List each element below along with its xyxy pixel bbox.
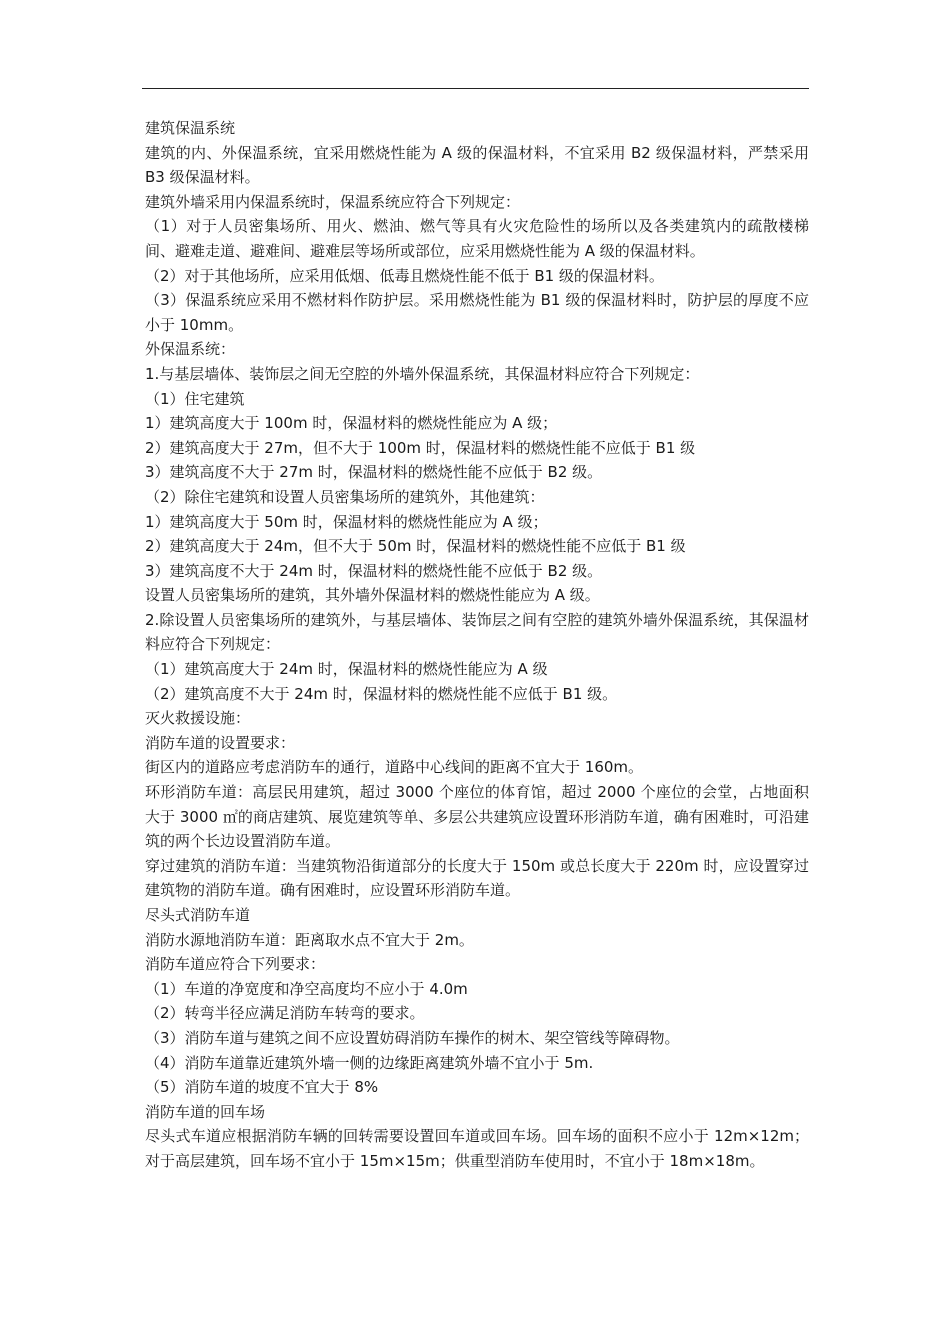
paragraph: 环形消防车道：高层民用建筑，超过 3000 个座位的体育馆，超过 2000 个座位的会堂，占地面积大于 3000 ㎡的商店建筑、展览建筑等单、多层公共建筑应设置环形消防车道，确有困难时，可沿建筑的两个长边设置消防车道。 bbox=[145, 783, 809, 851]
list-item: 2）建筑高度大于 27m，但不大于 100m 时，保温材料的燃烧性能不应低于 B1 级 bbox=[145, 438, 696, 457]
list-item: （1）车道的净宽度和净空高度均不应小于 4.0m bbox=[145, 979, 468, 998]
list-item: 2）建筑高度大于 24m，但不大于 50m 时，保温材料的燃烧性能不应低于 B1 级 bbox=[145, 537, 686, 556]
list-item: （3）保温系统应采用不燃材料作防护层。采用燃烧性能为 B1 级的保温材料时，防护层的厚度不应小于 10mm。 bbox=[145, 291, 809, 334]
paragraph: 消防水源地消防车道：距离取水点不宜大于 2m。 bbox=[145, 930, 474, 949]
list-item: （4）消防车道靠近建筑外墙一侧的边缘距离建筑外墙不宜小于 5m. bbox=[145, 1053, 594, 1072]
list-item: 1）建筑高度大于 100m 时，保温材料的燃烧性能应为 A 级； bbox=[145, 414, 558, 433]
section-heading: 尽头式消防车道 bbox=[145, 906, 251, 924]
list-item: 3）建筑高度不大于 27m 时，保温材料的燃烧性能不应低于 B2 级。 bbox=[145, 463, 603, 482]
section-heading: 消防车道的回车场 bbox=[145, 1102, 266, 1121]
list-item: 1）建筑高度大于 50m 时，保温材料的燃烧性能应为 A 级； bbox=[145, 512, 548, 531]
paragraph: 穿过建筑的消防车道：当建筑物沿街道部分的长度大于 150m 或总长度大于 220m 时，应设置穿过建筑物的消防车道。确有困难时，应设置环形消防车道。 bbox=[145, 856, 809, 900]
list-item: （2）对于其他场所，应采用低烟、低毒且燃烧性能不低于 B1 级的保温材料。 bbox=[145, 266, 664, 285]
list-item: 3）建筑高度不大于 24m 时，保温材料的燃烧性能不应低于 B2 级。 bbox=[145, 561, 603, 580]
header-rule bbox=[142, 88, 809, 89]
list-item: （1）建筑高度大于 24m 时，保温材料的燃烧性能应为 A 级 bbox=[145, 660, 548, 679]
document-body bbox=[145, 116, 809, 1174]
list-item: （5）消防车道的坡度不宜大于 8% bbox=[145, 1078, 379, 1097]
list-item: （3）消防车道与建筑之间不应设置妨碍消防车操作的树木、架空管线等障碍物。 bbox=[145, 1028, 680, 1047]
paragraph: 2.除设置人员密集场所的建筑外，与基层墙体、装饰层之间有空腔的建筑外墙外保温系统，其保温材料应符合下列规定： bbox=[145, 610, 809, 654]
list-item: （2）建筑高度不大于 24m 时，保温材料的燃烧性能不应低于 B1 级。 bbox=[145, 684, 618, 703]
paragraph: 街区内的道路应考虑消防车的通行，道路中心线间的距离不宜大于 160m。 bbox=[145, 758, 644, 777]
list-item: （1）住宅建筑 bbox=[145, 389, 245, 408]
list-item: （2）转弯半径应满足消防车转弯的要求。 bbox=[145, 1004, 425, 1023]
section-heading: 灭火救援设施： bbox=[145, 709, 251, 728]
paragraph: 消防车道应符合下列要求： bbox=[145, 955, 326, 974]
paragraph: 1.与基层墙体、装饰层之间无空腔的外墙外保温系统，其保温材料应符合下列规定： bbox=[145, 364, 700, 383]
section-heading: 建筑保温系统 bbox=[145, 119, 236, 137]
list-item: （2）除住宅建筑和设置人员密集场所的建筑外，其他建筑： bbox=[145, 487, 545, 506]
section-heading: 消防车道的设置要求： bbox=[145, 733, 296, 752]
paragraph: 尽头式车道应根据消防车辆的回转需要设置回车道或回车场。回车场的面积不应小于 12m×12m；对于高层建筑，回车场不宜小于 15m×15m；供重型消防车使用时，不宜小于 18m×18m。 bbox=[145, 1127, 809, 1170]
section-heading: 外保温系统： bbox=[145, 340, 236, 359]
paragraph: 设置人员密集场所的建筑，其外墙外保温材料的燃烧性能应为 A 级。 bbox=[145, 586, 600, 605]
list-item: （1）对于人员密集场所、用火、燃油、燃气等具有火灾危险性的场所以及各类建筑内的疏散楼梯间、避难走道、避难间、避难层等场所或部位，应采用燃烧性能为 A 级的保温材料。 bbox=[145, 217, 809, 260]
paragraph: 建筑外墙采用内保温系统时，保温系统应符合下列规定： bbox=[145, 192, 521, 211]
paragraph: 建筑的内、外保温系统，宜采用燃烧性能为 A 级的保温材料，不宜采用 B2 级保温材料，严禁采用 B3 级保温材料。 bbox=[145, 143, 809, 187]
